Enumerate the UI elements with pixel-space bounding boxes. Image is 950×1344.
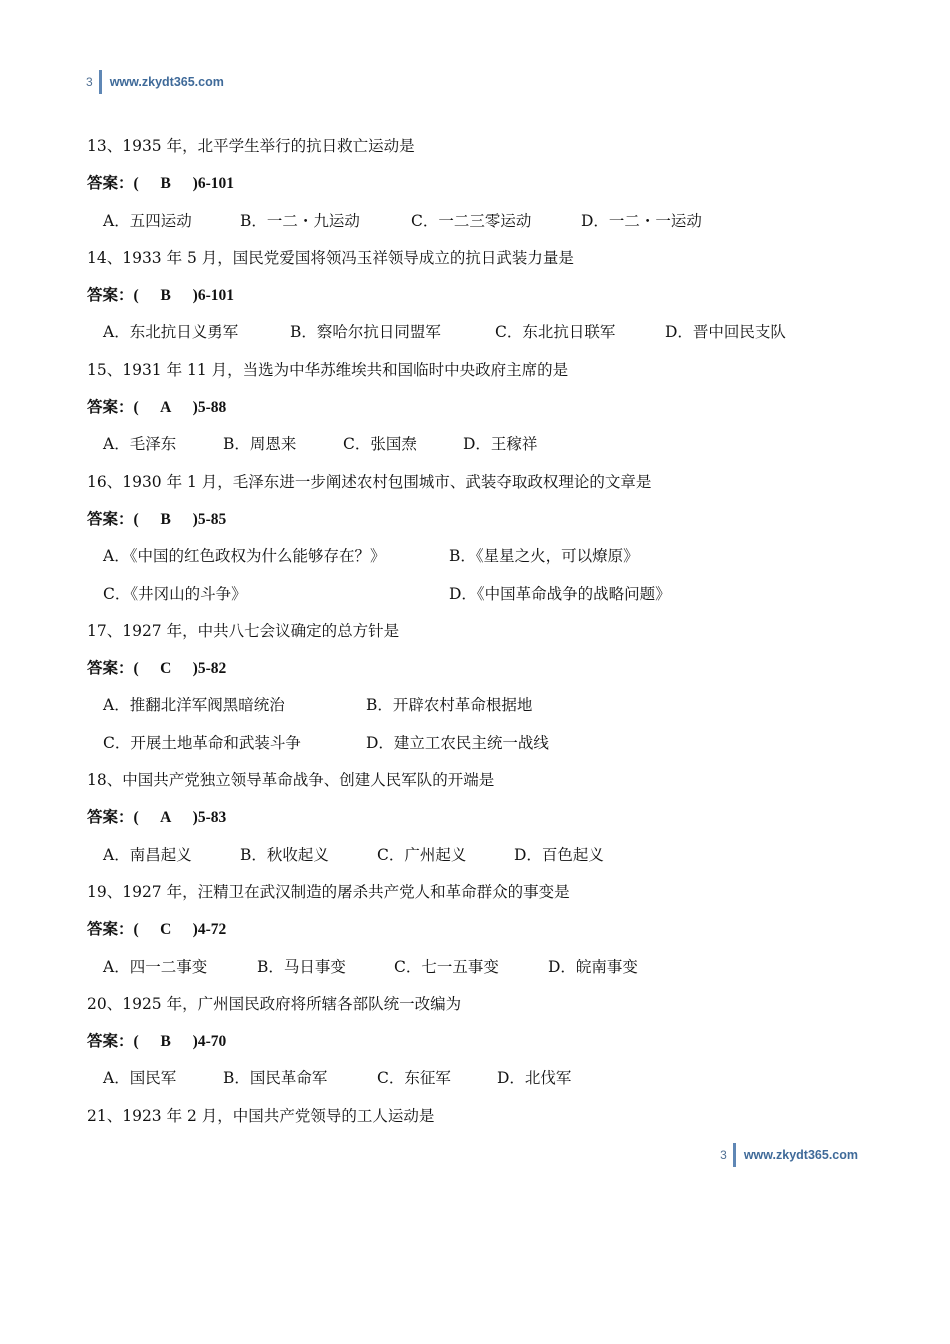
answer-reference: )6-101 bbox=[192, 287, 234, 305]
options-row bbox=[87, 687, 867, 724]
answer-line bbox=[87, 389, 867, 426]
answer-label: 答案：( bbox=[87, 399, 139, 417]
answer-label: 答案：( bbox=[87, 175, 139, 193]
option-c: C．开展土地革命和武装斗争 bbox=[103, 733, 301, 752]
question-text: 14、1933 年 5 月，国民党爱国将领冯玉祥领导成立的抗日武装力量是 bbox=[87, 248, 574, 267]
answer-reference: )5-85 bbox=[192, 510, 227, 528]
option-c: C．东征军 bbox=[377, 1069, 451, 1088]
footer-url-link[interactable]: www.zkydt365.com bbox=[743, 1148, 858, 1162]
options-row bbox=[87, 576, 867, 613]
option-d: D．一二・一运动 bbox=[581, 211, 702, 230]
answer-label: 答案：( bbox=[87, 921, 139, 939]
answer-line bbox=[87, 1023, 867, 1060]
page-footer bbox=[720, 1142, 858, 1168]
option-d: D．建立工农民主统一战线 bbox=[366, 733, 549, 752]
answer-reference: )6-101 bbox=[192, 175, 234, 193]
option-a: A．毛泽东 bbox=[103, 435, 177, 454]
option-c: C．张国焘 bbox=[343, 435, 417, 454]
option-c: C．一二三零运动 bbox=[411, 211, 532, 230]
question-text: 16、1930 年 1 月，毛泽东进一步阐述农村包围城市、武装夺取政权理论的文章是 bbox=[87, 472, 652, 491]
answer-reference: )4-70 bbox=[192, 1033, 227, 1051]
answer-reference: )4-72 bbox=[192, 921, 227, 939]
question-text: 17、1927 年，中共八七会议确定的总方针是 bbox=[87, 621, 400, 640]
answer-reference: )5-88 bbox=[192, 399, 227, 417]
answer-letter: B bbox=[160, 175, 171, 193]
options-row bbox=[87, 1060, 867, 1097]
option-a: A．南昌起义 bbox=[103, 845, 192, 864]
answer-line bbox=[87, 911, 867, 948]
answer-letter: B bbox=[160, 1033, 171, 1051]
option-b: B．国民革命军 bbox=[223, 1069, 328, 1088]
option-a: A．推翻北洋军阀黑暗统治 bbox=[103, 696, 285, 715]
options-row bbox=[87, 949, 867, 986]
option-a: A．四一二事变 bbox=[103, 957, 208, 976]
option-d: D．北伐军 bbox=[497, 1069, 572, 1088]
question-text: 21、1923 年 2 月，中国共产党领导的工人运动是 bbox=[87, 1106, 435, 1125]
question-text: 18、中国共产党独立领导革命战争、创建人民军队的开端是 bbox=[87, 771, 495, 790]
option-b: B．《星星之火，可以燎原》 bbox=[449, 547, 639, 566]
option-a: A．《中国的红色政权为什么能够存在？》 bbox=[103, 547, 386, 566]
question-text: 20、1925 年，广州国民政府将所辖各部队统一改编为 bbox=[87, 994, 462, 1013]
answer-line bbox=[87, 165, 867, 202]
option-c: C．《井冈山的斗争》 bbox=[103, 584, 247, 603]
option-a: A．国民军 bbox=[103, 1069, 177, 1088]
header-page-number: 3 bbox=[86, 75, 93, 89]
answer-letter: A bbox=[160, 809, 172, 827]
options-row bbox=[87, 837, 867, 874]
answer-line bbox=[87, 277, 867, 314]
footer-divider bbox=[733, 1143, 736, 1167]
option-d: D．王稼祥 bbox=[463, 435, 538, 454]
question-list bbox=[87, 128, 867, 1135]
answer-label: 答案：( bbox=[87, 660, 139, 678]
page-header bbox=[86, 70, 224, 94]
option-d: D．皖南事变 bbox=[548, 957, 638, 976]
question-text: 15、1931 年 11 月，当选为中华苏维埃共和国临时中央政府主席的是 bbox=[87, 360, 569, 379]
option-b: B．马日事变 bbox=[257, 957, 346, 976]
answer-letter: B bbox=[160, 287, 171, 305]
footer-page-number: 3 bbox=[720, 1148, 727, 1162]
option-b: B．周恩来 bbox=[223, 435, 297, 454]
option-c: C．东北抗日联军 bbox=[495, 323, 616, 342]
options-row bbox=[87, 538, 867, 575]
option-a: A．东北抗日义勇军 bbox=[103, 323, 239, 342]
answer-line bbox=[87, 799, 867, 836]
answer-label: 答案：( bbox=[87, 809, 139, 827]
answer-letter: C bbox=[160, 921, 172, 939]
answer-reference: )5-83 bbox=[192, 809, 227, 827]
answer-label: 答案：( bbox=[87, 1033, 139, 1051]
option-d: D．《中国革命战争的战略问题》 bbox=[449, 584, 671, 603]
question-text: 19、1927 年，汪精卫在武汉制造的屠杀共产党人和革命群众的事变是 bbox=[87, 882, 570, 901]
option-b: B．一二・九运动 bbox=[240, 211, 360, 230]
option-d: D．晋中回民支队 bbox=[665, 323, 786, 342]
header-divider bbox=[99, 70, 102, 94]
answer-reference: )5-82 bbox=[192, 660, 227, 678]
answer-letter: C bbox=[160, 660, 172, 678]
options-row bbox=[87, 426, 867, 463]
answer-letter: B bbox=[160, 510, 171, 528]
answer-label: 答案：( bbox=[87, 510, 139, 528]
option-b: B．察哈尔抗日同盟军 bbox=[290, 323, 441, 342]
option-b: B．秋收起义 bbox=[240, 845, 329, 864]
answer-letter: A bbox=[160, 399, 172, 417]
question-text: 13、1935 年，北平学生举行的抗日救亡运动是 bbox=[87, 137, 415, 155]
option-c: C．广州起义 bbox=[377, 845, 467, 864]
options-row bbox=[87, 314, 867, 351]
options-row bbox=[87, 203, 867, 240]
answer-label: 答案：( bbox=[87, 287, 139, 305]
answer-line bbox=[87, 501, 867, 538]
header-url-link[interactable]: www.zkydt365.com bbox=[109, 75, 224, 89]
option-d: D．百色起义 bbox=[514, 845, 604, 864]
option-b: B．开辟农村革命根据地 bbox=[366, 696, 533, 715]
option-c: C．七一五事变 bbox=[394, 957, 499, 976]
option-a: A．五四运动 bbox=[103, 211, 192, 230]
answer-line bbox=[87, 650, 867, 687]
options-row bbox=[87, 725, 867, 762]
